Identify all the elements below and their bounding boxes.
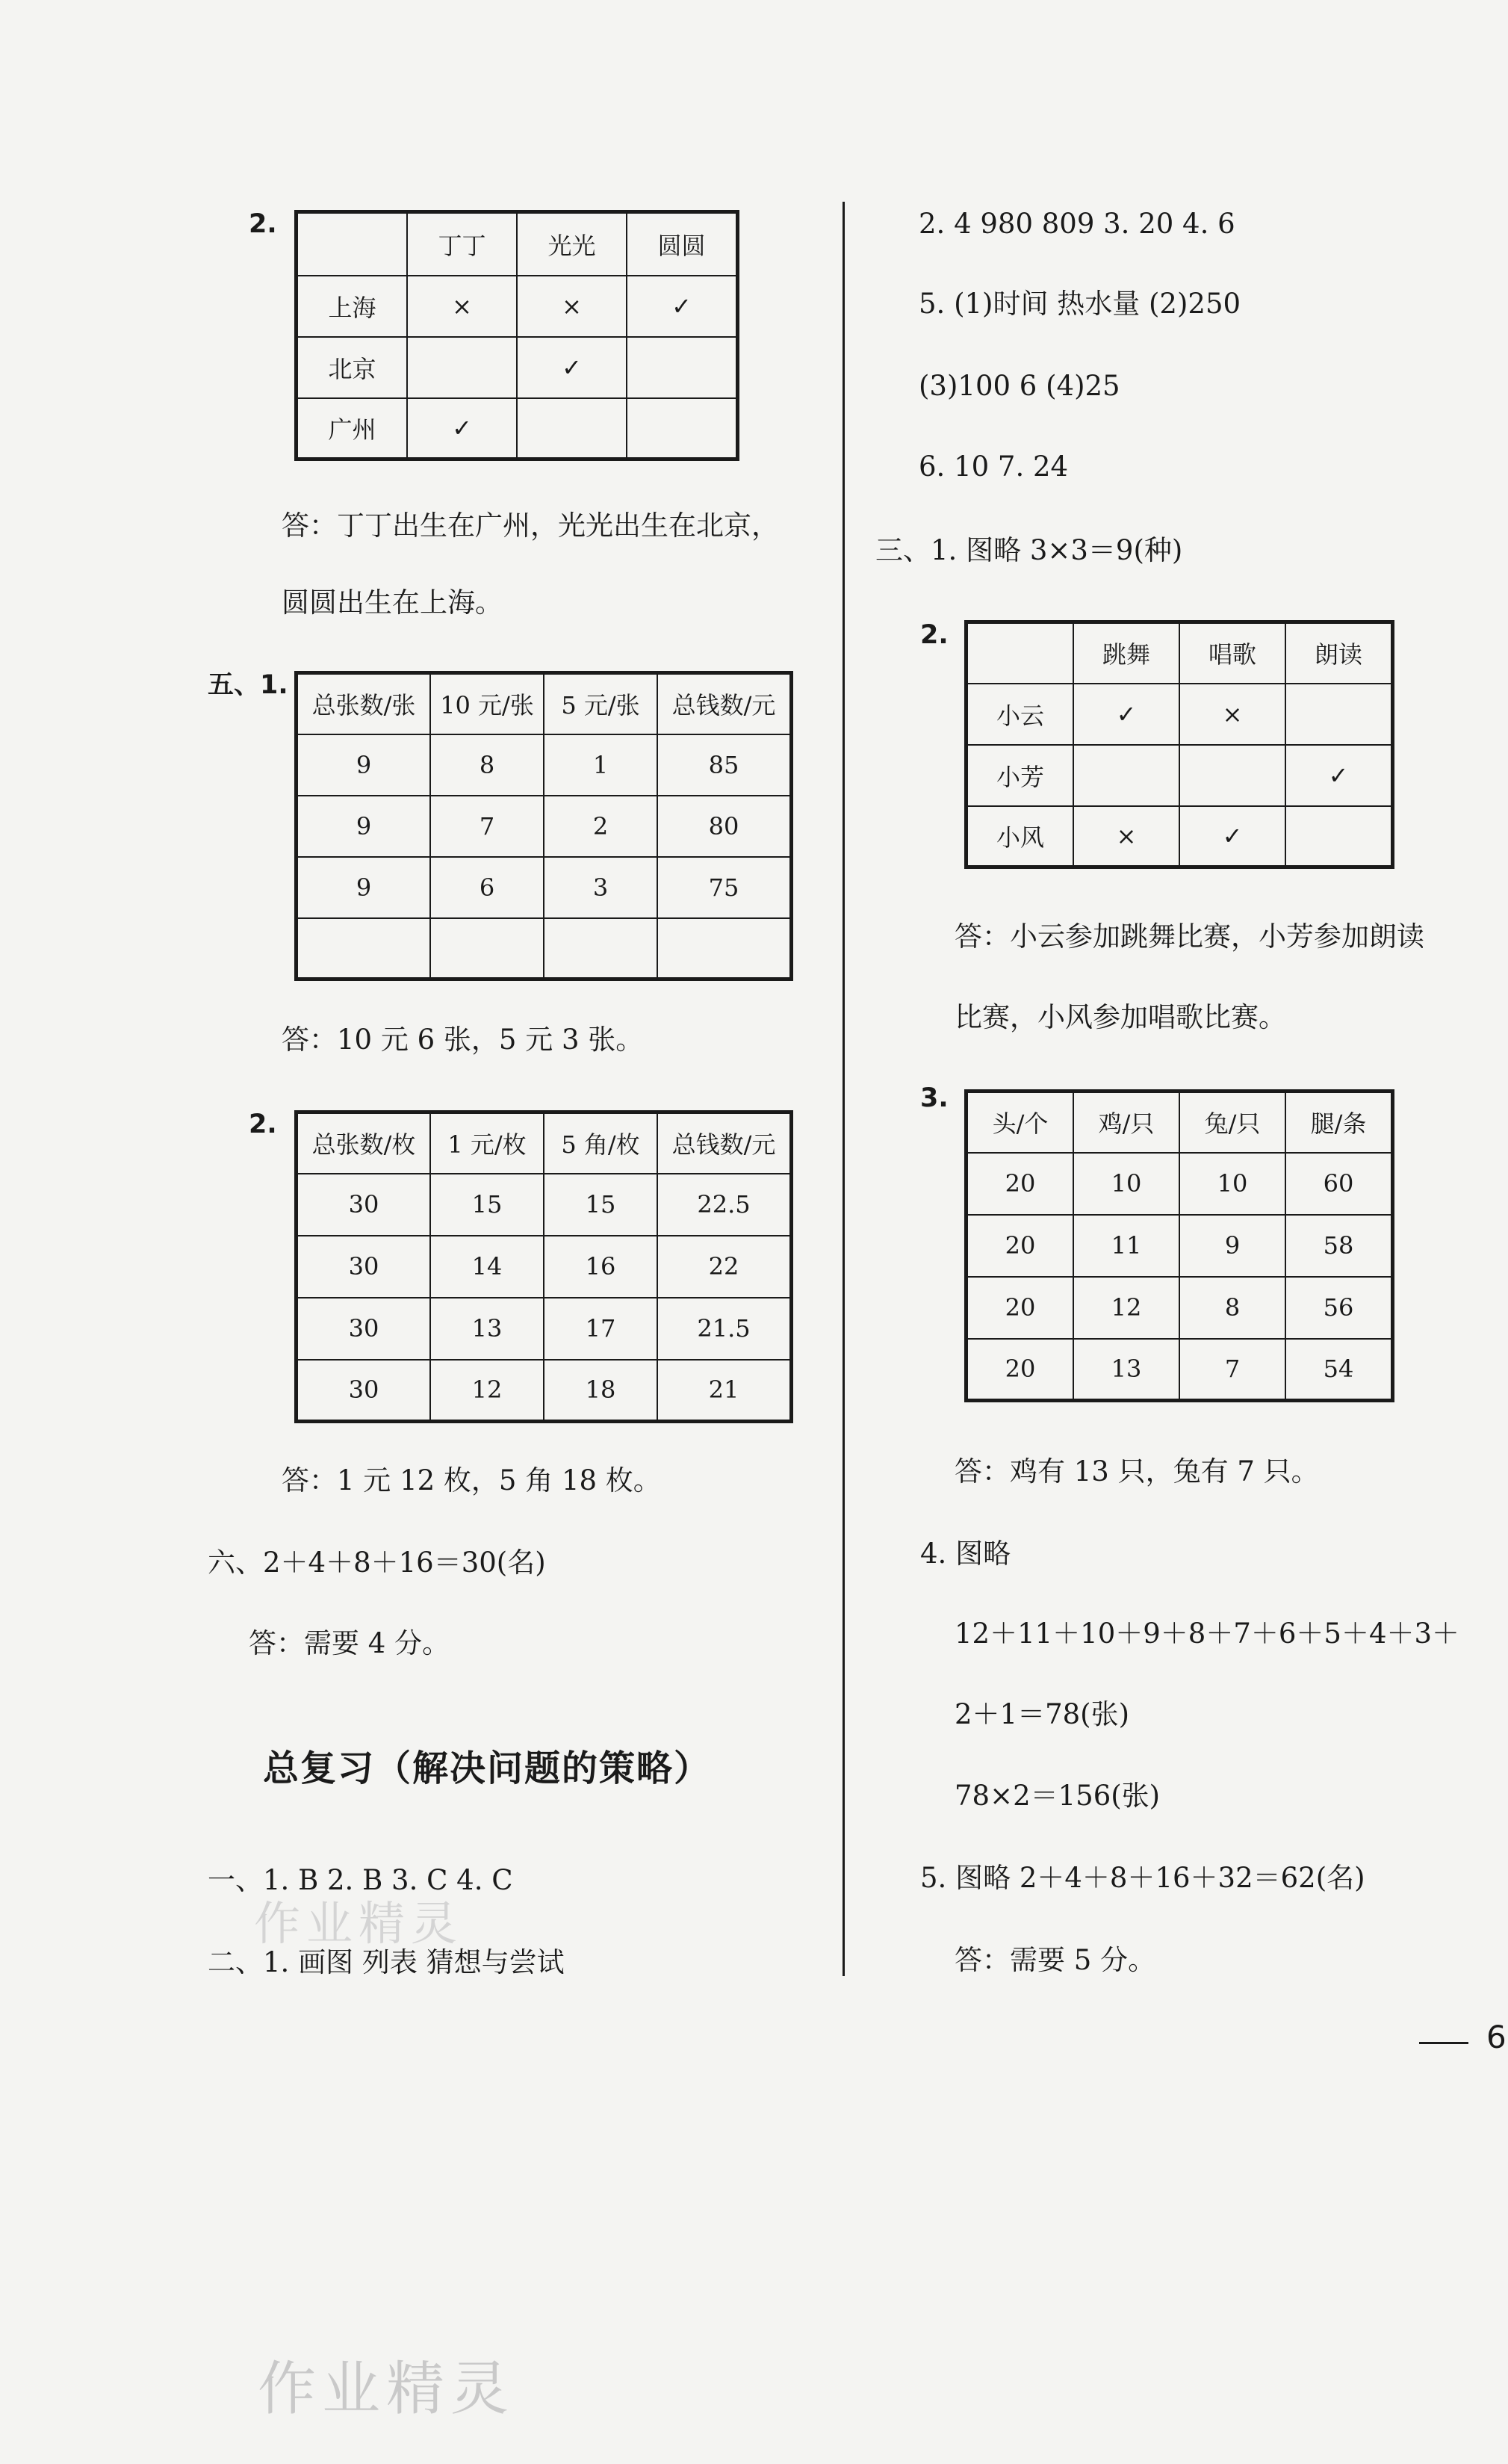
sum-line-1: 12＋11＋10＋9＋8＋7＋6＋5＋4＋3＋ <box>955 1618 1460 1650</box>
table-header-cell: 圆圆 <box>627 212 738 276</box>
table-cell <box>407 337 517 398</box>
answer-line-3: (3)100 6 (4)25 <box>919 370 1120 402</box>
table-cell: 58 <box>1285 1215 1393 1277</box>
cross-mark: × <box>407 276 517 337</box>
watermark-text: 作业精灵 <box>258 2356 515 2423</box>
table-cell: 1 <box>544 734 657 796</box>
table-cell: 21 <box>657 1360 792 1422</box>
page-number: 6 <box>1486 2019 1507 2055</box>
answer-city-line2: 圆圆出生在上海。 <box>282 586 503 619</box>
question-3-3-label: 3. <box>920 1083 949 1113</box>
table-header-cell <box>966 622 1074 684</box>
table-cell: 30 <box>297 1236 431 1298</box>
table-cell: 2 <box>544 796 657 857</box>
table-header-cell: 兔/只 <box>1179 1092 1285 1153</box>
table-header-cell: 跳舞 <box>1073 622 1179 684</box>
table-header-cell: 10 元/张 <box>430 673 544 734</box>
cross-mark: × <box>1073 806 1179 867</box>
table-header-cell: 总钱数/元 <box>657 673 792 734</box>
check-mark: ✓ <box>1285 745 1393 806</box>
table-cell: 60 <box>1285 1153 1393 1215</box>
table-cell: 20 <box>966 1153 1074 1215</box>
answer-money-2: 答：1 元 12 枚，5 角 18 枚。 <box>282 1464 661 1496</box>
table-cell: 54 <box>1285 1339 1393 1401</box>
table-cell: 11 <box>1073 1215 1179 1277</box>
answer-line-1: 2. 4 980 809 3. 20 4. 6 <box>919 208 1235 240</box>
table-header-cell: 朗读 <box>1285 622 1393 684</box>
table-cell: 8 <box>430 734 544 796</box>
table-cell <box>627 337 738 398</box>
table-cell: 10 <box>1179 1153 1285 1215</box>
table-cell: 15 <box>544 1174 657 1236</box>
table-cell: 7 <box>430 796 544 857</box>
check-mark: ✓ <box>517 337 627 398</box>
table-header-cell: 鸡/只 <box>1073 1092 1179 1153</box>
table-cell: 30 <box>297 1360 431 1422</box>
table-cell: 8 <box>1179 1277 1285 1339</box>
table-cell: 3 <box>544 857 657 918</box>
table-header-cell: 光光 <box>517 212 627 276</box>
money-table-1 <box>294 671 793 981</box>
table-cell: 13 <box>1073 1339 1179 1401</box>
table-header-cell: 唱歌 <box>1179 622 1285 684</box>
table-cell: 9 <box>1179 1215 1285 1277</box>
answer-animals: 答：鸡有 13 只，兔有 7 只。 <box>955 1455 1319 1488</box>
activity-table <box>964 620 1394 869</box>
answer-activity-line2: 比赛，小风参加唱歌比赛。 <box>955 1001 1286 1033</box>
table-header-cell <box>297 212 408 276</box>
table-header-cell: 总钱数/元 <box>657 1112 792 1174</box>
table-header-cell: 腿/条 <box>1285 1092 1393 1153</box>
table-cell <box>1073 745 1179 806</box>
sum-line-3: 78×2＝156(张) <box>955 1780 1161 1812</box>
row-label: 广州 <box>297 398 408 459</box>
question-3-2-label: 2. <box>920 620 949 650</box>
table-cell <box>430 918 544 979</box>
table-cell <box>657 918 792 979</box>
table-header-cell: 5 元/张 <box>544 673 657 734</box>
table-cell: 18 <box>544 1360 657 1422</box>
sum-line-2: 2＋1＝78(张) <box>955 1698 1130 1730</box>
table-header-cell: 总张数/张 <box>297 673 431 734</box>
table-cell: 16 <box>544 1236 657 1298</box>
animals-table <box>964 1089 1394 1402</box>
page-number-dash <box>1419 2042 1468 2044</box>
row-label: 小芳 <box>966 745 1074 806</box>
table-cell <box>627 398 738 459</box>
table-header-cell: 丁丁 <box>407 212 517 276</box>
table-cell: 30 <box>297 1174 431 1236</box>
table-header-cell: 1 元/枚 <box>430 1112 544 1174</box>
table-cell <box>297 918 431 979</box>
answer-money-1: 答：10 元 6 张，5 元 3 张。 <box>282 1024 644 1056</box>
check-mark: ✓ <box>407 398 517 459</box>
watermark-text: 作业精灵 <box>254 1896 464 1951</box>
answer-5: 答：需要 5 分。 <box>955 1944 1156 1976</box>
table-cell: 22.5 <box>657 1174 792 1236</box>
table-cell: 15 <box>430 1174 544 1236</box>
table-cell: 7 <box>1179 1339 1285 1401</box>
table-cell: 12 <box>1073 1277 1179 1339</box>
table-cell <box>1285 684 1393 745</box>
answer-activity-line1: 答：小云参加跳舞比赛，小芳参加朗读 <box>955 920 1424 953</box>
question-2-label: 2. <box>249 209 277 239</box>
check-mark: ✓ <box>627 276 738 337</box>
city-table <box>294 210 739 461</box>
table-cell: 6 <box>430 857 544 918</box>
answer-line-4: 6. 10 7. 24 <box>919 451 1069 483</box>
table-cell: 85 <box>657 734 792 796</box>
section-heading: 总复习（解决问题的策略） <box>263 1748 712 1789</box>
table-cell <box>544 918 657 979</box>
table-cell: 9 <box>297 734 431 796</box>
table-cell: 20 <box>966 1339 1074 1401</box>
review-line-2: 二、1. 画图 列表 猜想与尝试 <box>208 1946 565 1978</box>
table-cell: 12 <box>430 1360 544 1422</box>
table-cell: 20 <box>966 1277 1074 1339</box>
table-cell: 21.5 <box>657 1298 792 1360</box>
table-cell: 14 <box>430 1236 544 1298</box>
table-header-cell: 5 角/枚 <box>544 1112 657 1174</box>
table-cell: 17 <box>544 1298 657 1360</box>
answer-line-2: 5. (1)时间 热水量 (2)250 <box>919 288 1241 320</box>
table-cell: 9 <box>297 796 431 857</box>
table-header-cell: 总张数/枚 <box>297 1112 431 1174</box>
check-mark: ✓ <box>1179 806 1285 867</box>
table-cell: 22 <box>657 1236 792 1298</box>
row-label: 小风 <box>966 806 1074 867</box>
table-cell <box>1285 806 1393 867</box>
table-header-cell: 头/个 <box>966 1092 1074 1153</box>
cross-mark: × <box>517 276 627 337</box>
table-cell: 80 <box>657 796 792 857</box>
cross-mark: × <box>1179 684 1285 745</box>
table-cell: 9 <box>297 857 431 918</box>
row-label: 小云 <box>966 684 1074 745</box>
table-cell: 10 <box>1073 1153 1179 1215</box>
section-5-label: 五、1. <box>208 670 288 700</box>
section-6: 六、2＋4＋8＋16＝30(名) <box>208 1547 546 1579</box>
table-cell: 20 <box>966 1215 1074 1277</box>
section-3: 三、1. 图略 3×3＝9(种) <box>875 534 1183 566</box>
check-mark: ✓ <box>1073 684 1179 745</box>
table-cell <box>517 398 627 459</box>
row-label: 北京 <box>297 337 408 398</box>
column-divider <box>843 202 845 1976</box>
question-4: 4. 图略 <box>920 1538 1011 1570</box>
table-cell <box>1179 745 1285 806</box>
answer-city-line1: 答：丁丁出生在广州，光光出生在北京， <box>282 510 779 542</box>
question-5: 5. 图略 2＋4＋8＋16＋32＝62(名) <box>920 1862 1365 1894</box>
row-label: 上海 <box>297 276 408 337</box>
question-5-2-label: 2. <box>249 1109 277 1139</box>
table-cell: 13 <box>430 1298 544 1360</box>
table-cell: 30 <box>297 1298 431 1360</box>
answer-6: 答：需要 4 分。 <box>249 1627 450 1659</box>
table-cell: 56 <box>1285 1277 1393 1339</box>
money-table-2 <box>294 1110 793 1423</box>
review-line-1: 一、1. B 2. B 3. C 4. C <box>208 1864 513 1896</box>
table-cell: 75 <box>657 857 792 918</box>
